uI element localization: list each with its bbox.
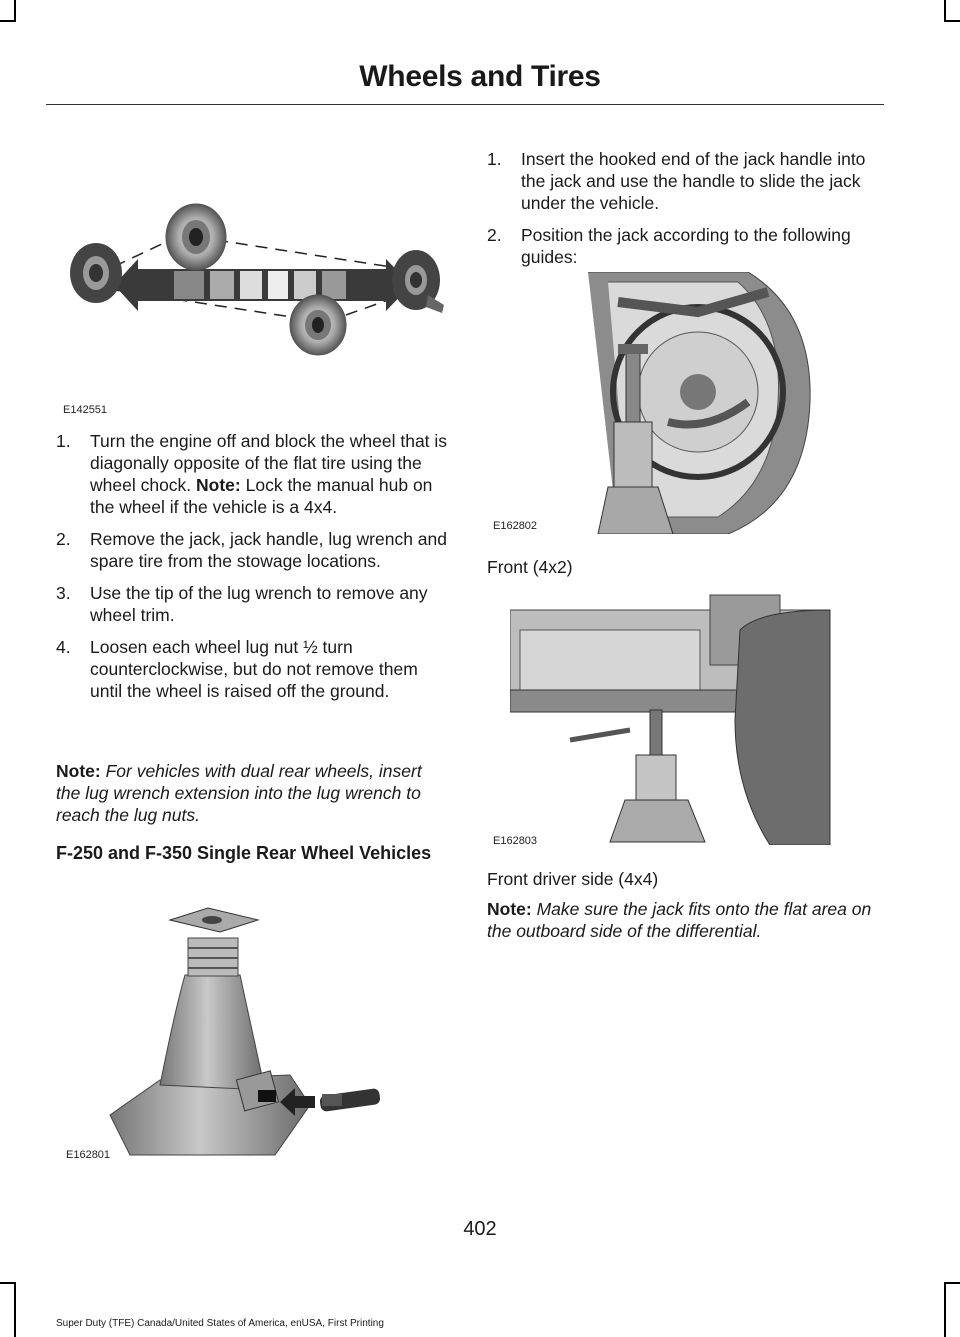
figure-code: E142551 [63, 404, 108, 416]
list-item: 3. Use the tip of the lug wrench to remove any wheel trim. [56, 583, 428, 625]
list-item: 1. Insert the hooked end of the jack handle into the jack and use the handle to slide the jack under the vehicle. [487, 149, 866, 213]
figure-code: E162803 [493, 835, 538, 847]
crop-mark [0, 1282, 16, 1284]
figure-jack-front-4x2 [548, 272, 818, 534]
page-number: 402 [463, 1218, 497, 1240]
tire-bottom-icon [290, 295, 346, 355]
list-item: 4. Loosen each wheel lug nut ½ turn counterclockwise, but do not remove them until the wheel is raised off the ground. [56, 637, 418, 701]
figure-wheel-diagonal [56, 195, 446, 365]
note-dual-rear: Note: For vehicles with dual rear wheels, insert the lug wrench extension into the lug wrench to reach the lug nuts. [56, 761, 422, 825]
crop-mark [944, 0, 946, 22]
crop-mark [944, 20, 960, 22]
list-item: 2. Position the jack according to the following guides: [487, 225, 851, 267]
crop-mark [14, 0, 16, 22]
left-steps-list [56, 430, 450, 712]
figure-jack [100, 900, 410, 1165]
tire-left-icon [70, 243, 122, 303]
figure-jack-front-4x4 [510, 590, 832, 845]
list-item: 1. Turn the engine off and block the wheel that is diagonally opposite of the flat tire using the wheel chock. Note: Lock the manual hub on the wheel if the vehicle is a 4x4. [56, 431, 448, 517]
figure-caption: Front (4x2) [487, 557, 573, 577]
figure-code: E162801 [66, 1149, 111, 1161]
tire-right-chocked-icon [392, 250, 444, 313]
page-title: Wheels and Tires [359, 60, 601, 93]
footer-text: Super Duty (TFE) Canada/United States of America, enUSA, First Printing [56, 1318, 384, 1329]
list-item: 2. Remove the jack, jack handle, lug wrench and spare tire from the stowage locations. [56, 529, 448, 571]
right-steps-list [487, 148, 881, 278]
crop-mark [14, 1282, 16, 1337]
header-rule [46, 104, 884, 105]
tire-top-icon [166, 204, 226, 270]
crop-mark [944, 1282, 946, 1337]
crop-mark [944, 1282, 960, 1284]
note-differential: Note: Make sure the jack fits onto the flat area on the outboard side of the differential. [487, 899, 872, 941]
figure-caption: Front driver side (4x4) [487, 869, 659, 889]
crop-mark [0, 20, 16, 22]
figure-code: E162802 [493, 520, 538, 532]
section-heading: F-250 and F-350 Single Rear Wheel Vehicles [56, 843, 432, 863]
